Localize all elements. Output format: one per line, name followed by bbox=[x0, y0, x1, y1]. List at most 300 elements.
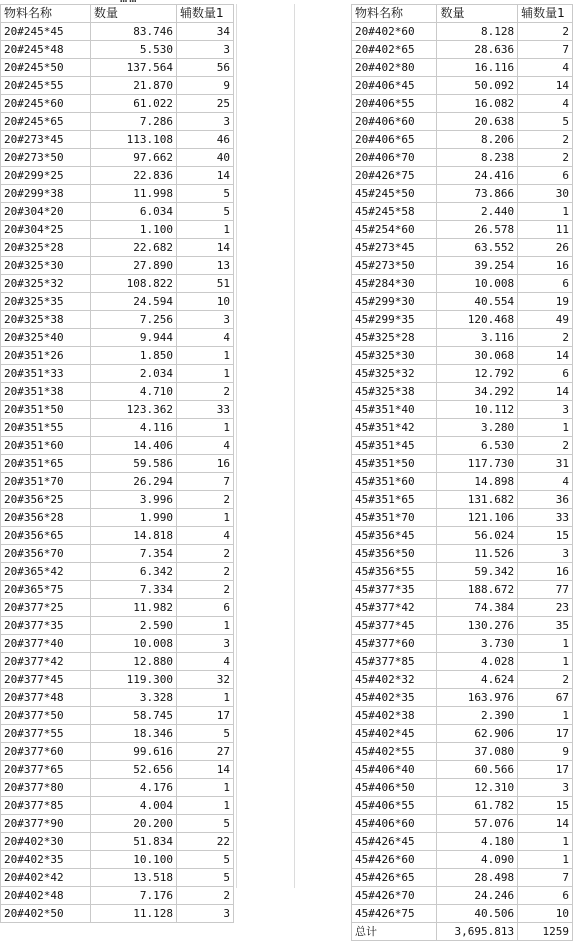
cell-aux-quantity[interactable]: 56 bbox=[177, 59, 234, 77]
total-label[interactable]: 总计 bbox=[352, 923, 437, 941]
cell-material-name[interactable]: 20#273*50 bbox=[1, 149, 91, 167]
cell-aux-quantity[interactable]: 2 bbox=[177, 581, 234, 599]
cell-material-name[interactable]: 20#351*33 bbox=[1, 365, 91, 383]
cell-material-name[interactable]: 45#377*60 bbox=[352, 635, 437, 653]
cell-material-name[interactable]: 20#351*50 bbox=[1, 401, 91, 419]
cell-material-name[interactable]: 45#351*50 bbox=[352, 455, 437, 473]
cell-material-name[interactable]: 20#245*48 bbox=[1, 41, 91, 59]
cell-quantity[interactable]: 6.342 bbox=[91, 563, 177, 581]
cell-material-name[interactable]: 20#406*60 bbox=[352, 113, 437, 131]
cell-material-name[interactable]: 45#402*38 bbox=[352, 707, 437, 725]
cell-aux-quantity[interactable]: 14 bbox=[518, 347, 573, 365]
cell-quantity[interactable]: 14.898 bbox=[437, 473, 518, 491]
cell-aux-quantity[interactable]: 3 bbox=[177, 41, 234, 59]
cell-material-name[interactable]: 20#245*45 bbox=[1, 23, 91, 41]
cell-aux-quantity[interactable]: 1 bbox=[518, 707, 573, 725]
cell-material-name[interactable]: 20#377*48 bbox=[1, 689, 91, 707]
cell-aux-quantity[interactable]: 15 bbox=[518, 527, 573, 545]
cell-material-name[interactable]: 20#377*50 bbox=[1, 707, 91, 725]
cell-quantity[interactable]: 188.672 bbox=[437, 581, 518, 599]
cell-aux-quantity[interactable]: 67 bbox=[518, 689, 573, 707]
column-header-qty[interactable]: 数量 bbox=[437, 5, 518, 23]
cell-aux-quantity[interactable]: 46 bbox=[177, 131, 234, 149]
cell-aux-quantity[interactable]: 14 bbox=[177, 761, 234, 779]
cell-quantity[interactable]: 26.578 bbox=[437, 221, 518, 239]
cell-quantity[interactable]: 8.206 bbox=[437, 131, 518, 149]
cell-aux-quantity[interactable]: 6 bbox=[518, 365, 573, 383]
cell-quantity[interactable]: 24.416 bbox=[437, 167, 518, 185]
cell-aux-quantity[interactable]: 3 bbox=[177, 905, 234, 923]
cell-quantity[interactable]: 8.128 bbox=[437, 23, 518, 41]
cell-quantity[interactable]: 3.328 bbox=[91, 689, 177, 707]
cell-material-name[interactable]: 45#426*70 bbox=[352, 887, 437, 905]
cell-material-name[interactable]: 20#377*90 bbox=[1, 815, 91, 833]
cell-aux-quantity[interactable]: 4 bbox=[518, 473, 573, 491]
cell-material-name[interactable]: 45#356*55 bbox=[352, 563, 437, 581]
cell-material-name[interactable]: 20#351*65 bbox=[1, 455, 91, 473]
cell-quantity[interactable]: 83.746 bbox=[91, 23, 177, 41]
cell-aux-quantity[interactable]: 1 bbox=[177, 779, 234, 797]
cell-material-name[interactable]: 20#365*75 bbox=[1, 581, 91, 599]
cell-aux-quantity[interactable]: 2 bbox=[518, 437, 573, 455]
cell-material-name[interactable]: 20#426*75 bbox=[352, 167, 437, 185]
cell-quantity[interactable]: 3.730 bbox=[437, 635, 518, 653]
cell-material-name[interactable]: 20#402*65 bbox=[352, 41, 437, 59]
cell-material-name[interactable]: 45#406*40 bbox=[352, 761, 437, 779]
cell-aux-quantity[interactable]: 17 bbox=[518, 725, 573, 743]
cell-aux-quantity[interactable]: 40 bbox=[177, 149, 234, 167]
cell-aux-quantity[interactable]: 1 bbox=[177, 617, 234, 635]
cell-quantity[interactable]: 56.024 bbox=[437, 527, 518, 545]
cell-quantity[interactable]: 61.782 bbox=[437, 797, 518, 815]
cell-quantity[interactable]: 2.440 bbox=[437, 203, 518, 221]
cell-aux-quantity[interactable]: 5 bbox=[177, 815, 234, 833]
cell-quantity[interactable]: 121.106 bbox=[437, 509, 518, 527]
cell-quantity[interactable]: 60.566 bbox=[437, 761, 518, 779]
cell-material-name[interactable]: 20#304*25 bbox=[1, 221, 91, 239]
cell-material-name[interactable]: 45#356*45 bbox=[352, 527, 437, 545]
cell-material-name[interactable]: 45#351*45 bbox=[352, 437, 437, 455]
cell-aux-quantity[interactable]: 1 bbox=[177, 797, 234, 815]
cell-material-name[interactable]: 20#406*45 bbox=[352, 77, 437, 95]
cell-quantity[interactable]: 1.100 bbox=[91, 221, 177, 239]
cell-quantity[interactable]: 11.982 bbox=[91, 599, 177, 617]
cell-quantity[interactable]: 16.116 bbox=[437, 59, 518, 77]
cell-material-name[interactable]: 45#406*50 bbox=[352, 779, 437, 797]
cell-material-name[interactable]: 45#325*38 bbox=[352, 383, 437, 401]
cell-quantity[interactable]: 59.586 bbox=[91, 455, 177, 473]
cell-aux-quantity[interactable]: 17 bbox=[518, 761, 573, 779]
cell-quantity[interactable]: 58.745 bbox=[91, 707, 177, 725]
cell-quantity[interactable]: 61.022 bbox=[91, 95, 177, 113]
cell-aux-quantity[interactable]: 26 bbox=[518, 239, 573, 257]
cell-aux-quantity[interactable]: 7 bbox=[177, 473, 234, 491]
cell-material-name[interactable]: 20#402*48 bbox=[1, 887, 91, 905]
cell-quantity[interactable]: 137.564 bbox=[91, 59, 177, 77]
cell-quantity[interactable]: 4.116 bbox=[91, 419, 177, 437]
cell-aux-quantity[interactable]: 4 bbox=[177, 437, 234, 455]
cell-quantity[interactable]: 4.180 bbox=[437, 833, 518, 851]
cell-quantity[interactable]: 4.624 bbox=[437, 671, 518, 689]
cell-material-name[interactable]: 20#351*38 bbox=[1, 383, 91, 401]
cell-quantity[interactable]: 11.998 bbox=[91, 185, 177, 203]
cell-quantity[interactable]: 62.906 bbox=[437, 725, 518, 743]
cell-material-name[interactable]: 45#351*70 bbox=[352, 509, 437, 527]
cell-aux-quantity[interactable]: 2 bbox=[177, 383, 234, 401]
cell-quantity[interactable]: 131.682 bbox=[437, 491, 518, 509]
cell-material-name[interactable]: 20#377*45 bbox=[1, 671, 91, 689]
cell-quantity[interactable]: 74.384 bbox=[437, 599, 518, 617]
cell-material-name[interactable]: 45#402*35 bbox=[352, 689, 437, 707]
cell-aux-quantity[interactable]: 22 bbox=[177, 833, 234, 851]
cell-aux-quantity[interactable]: 1 bbox=[518, 635, 573, 653]
cell-quantity[interactable]: 14.818 bbox=[91, 527, 177, 545]
cell-material-name[interactable]: 20#402*42 bbox=[1, 869, 91, 887]
cell-material-name[interactable]: 20#299*25 bbox=[1, 167, 91, 185]
cell-quantity[interactable]: 7.286 bbox=[91, 113, 177, 131]
cell-quantity[interactable]: 117.730 bbox=[437, 455, 518, 473]
cell-quantity[interactable]: 22.682 bbox=[91, 239, 177, 257]
cell-material-name[interactable]: 45#245*50 bbox=[352, 185, 437, 203]
cell-aux-quantity[interactable]: 6 bbox=[518, 887, 573, 905]
cell-aux-quantity[interactable]: 27 bbox=[177, 743, 234, 761]
cell-aux-quantity[interactable]: 31 bbox=[518, 455, 573, 473]
cell-aux-quantity[interactable]: 34 bbox=[177, 23, 234, 41]
cell-aux-quantity[interactable]: 2 bbox=[518, 329, 573, 347]
cell-quantity[interactable]: 10.112 bbox=[437, 401, 518, 419]
cell-material-name[interactable]: 45#254*60 bbox=[352, 221, 437, 239]
cell-material-name[interactable]: 20#365*42 bbox=[1, 563, 91, 581]
cell-quantity[interactable]: 37.080 bbox=[437, 743, 518, 761]
cell-aux-quantity[interactable]: 1 bbox=[177, 689, 234, 707]
cell-material-name[interactable]: 45#351*65 bbox=[352, 491, 437, 509]
cell-quantity[interactable]: 3.280 bbox=[437, 419, 518, 437]
cell-aux-quantity[interactable]: 2 bbox=[518, 671, 573, 689]
cell-material-name[interactable]: 45#402*32 bbox=[352, 671, 437, 689]
cell-quantity[interactable]: 4.004 bbox=[91, 797, 177, 815]
cell-material-name[interactable]: 20#406*65 bbox=[352, 131, 437, 149]
cell-material-name[interactable]: 20#406*70 bbox=[352, 149, 437, 167]
cell-material-name[interactable]: 20#351*60 bbox=[1, 437, 91, 455]
cell-aux-quantity[interactable]: 33 bbox=[177, 401, 234, 419]
total-aux-quantity[interactable]: 1259 bbox=[518, 923, 573, 941]
cell-quantity[interactable]: 97.662 bbox=[91, 149, 177, 167]
cell-material-name[interactable]: 45#406*60 bbox=[352, 815, 437, 833]
cell-aux-quantity[interactable]: 5 bbox=[518, 113, 573, 131]
cell-quantity[interactable]: 14.406 bbox=[91, 437, 177, 455]
cell-quantity[interactable]: 26.294 bbox=[91, 473, 177, 491]
cell-quantity[interactable]: 63.552 bbox=[437, 239, 518, 257]
cell-quantity[interactable]: 7.334 bbox=[91, 581, 177, 599]
cell-aux-quantity[interactable]: 10 bbox=[518, 905, 573, 923]
cell-aux-quantity[interactable]: 5 bbox=[177, 869, 234, 887]
cell-quantity[interactable]: 7.176 bbox=[91, 887, 177, 905]
cell-aux-quantity[interactable]: 2 bbox=[518, 23, 573, 41]
cell-material-name[interactable]: 45#377*35 bbox=[352, 581, 437, 599]
cell-quantity[interactable]: 3.996 bbox=[91, 491, 177, 509]
cell-material-name[interactable]: 20#245*65 bbox=[1, 113, 91, 131]
cell-quantity[interactable]: 4.090 bbox=[437, 851, 518, 869]
cell-aux-quantity[interactable]: 3 bbox=[177, 113, 234, 131]
cell-aux-quantity[interactable]: 3 bbox=[518, 401, 573, 419]
cell-material-name[interactable]: 45#402*45 bbox=[352, 725, 437, 743]
cell-quantity[interactable]: 12.792 bbox=[437, 365, 518, 383]
cell-aux-quantity[interactable]: 9 bbox=[518, 743, 573, 761]
cell-quantity[interactable]: 12.880 bbox=[91, 653, 177, 671]
cell-aux-quantity[interactable]: 16 bbox=[518, 563, 573, 581]
cell-aux-quantity[interactable]: 1 bbox=[177, 365, 234, 383]
column-header-aux[interactable]: 辅数量1 bbox=[518, 5, 573, 23]
cell-material-name[interactable]: 20#377*35 bbox=[1, 617, 91, 635]
cell-quantity[interactable]: 22.836 bbox=[91, 167, 177, 185]
cell-aux-quantity[interactable]: 3 bbox=[177, 635, 234, 653]
cell-quantity[interactable]: 59.342 bbox=[437, 563, 518, 581]
cell-aux-quantity[interactable]: 77 bbox=[518, 581, 573, 599]
cell-material-name[interactable]: 20#377*80 bbox=[1, 779, 91, 797]
cell-aux-quantity[interactable]: 5 bbox=[177, 851, 234, 869]
cell-aux-quantity[interactable]: 4 bbox=[177, 329, 234, 347]
cell-quantity[interactable]: 10.008 bbox=[437, 275, 518, 293]
cell-aux-quantity[interactable]: 14 bbox=[518, 815, 573, 833]
cell-aux-quantity[interactable]: 2 bbox=[518, 149, 573, 167]
cell-quantity[interactable]: 28.498 bbox=[437, 869, 518, 887]
cell-aux-quantity[interactable]: 6 bbox=[518, 275, 573, 293]
cell-quantity[interactable]: 6.530 bbox=[437, 437, 518, 455]
cell-quantity[interactable]: 13.518 bbox=[91, 869, 177, 887]
cell-material-name[interactable]: 20#245*50 bbox=[1, 59, 91, 77]
cell-material-name[interactable]: 20#325*32 bbox=[1, 275, 91, 293]
cell-aux-quantity[interactable]: 7 bbox=[518, 869, 573, 887]
cell-material-name[interactable]: 45#426*45 bbox=[352, 833, 437, 851]
cell-quantity[interactable]: 11.526 bbox=[437, 545, 518, 563]
cell-aux-quantity[interactable]: 14 bbox=[518, 383, 573, 401]
cell-material-name[interactable]: 45#284*30 bbox=[352, 275, 437, 293]
cell-quantity[interactable]: 28.636 bbox=[437, 41, 518, 59]
cell-aux-quantity[interactable]: 4 bbox=[177, 653, 234, 671]
cell-quantity[interactable]: 8.238 bbox=[437, 149, 518, 167]
cell-quantity[interactable]: 73.866 bbox=[437, 185, 518, 203]
cell-quantity[interactable]: 57.076 bbox=[437, 815, 518, 833]
cell-material-name[interactable]: 45#273*45 bbox=[352, 239, 437, 257]
cell-material-name[interactable]: 20#402*30 bbox=[1, 833, 91, 851]
cell-material-name[interactable]: 45#377*85 bbox=[352, 653, 437, 671]
cell-material-name[interactable]: 45#325*30 bbox=[352, 347, 437, 365]
cell-quantity[interactable]: 50.092 bbox=[437, 77, 518, 95]
cell-quantity[interactable]: 7.354 bbox=[91, 545, 177, 563]
cell-quantity[interactable]: 40.506 bbox=[437, 905, 518, 923]
cell-aux-quantity[interactable]: 49 bbox=[518, 311, 573, 329]
cell-aux-quantity[interactable]: 14 bbox=[177, 167, 234, 185]
column-header-name[interactable]: 物料名称 bbox=[352, 5, 437, 23]
cell-material-name[interactable]: 20#273*45 bbox=[1, 131, 91, 149]
cell-quantity[interactable]: 99.616 bbox=[91, 743, 177, 761]
cell-aux-quantity[interactable]: 5 bbox=[177, 185, 234, 203]
cell-material-name[interactable]: 20#406*55 bbox=[352, 95, 437, 113]
cell-aux-quantity[interactable]: 3 bbox=[177, 311, 234, 329]
cell-aux-quantity[interactable]: 1 bbox=[177, 221, 234, 239]
cell-quantity[interactable]: 9.944 bbox=[91, 329, 177, 347]
cell-material-name[interactable]: 20#351*26 bbox=[1, 347, 91, 365]
cell-quantity[interactable]: 20.638 bbox=[437, 113, 518, 131]
cell-aux-quantity[interactable]: 4 bbox=[518, 59, 573, 77]
cell-quantity[interactable]: 16.082 bbox=[437, 95, 518, 113]
cell-quantity[interactable]: 30.068 bbox=[437, 347, 518, 365]
cell-material-name[interactable]: 45#426*65 bbox=[352, 869, 437, 887]
cell-quantity[interactable]: 2.034 bbox=[91, 365, 177, 383]
cell-material-name[interactable]: 20#377*60 bbox=[1, 743, 91, 761]
cell-material-name[interactable]: 20#351*55 bbox=[1, 419, 91, 437]
cell-material-name[interactable]: 20#304*20 bbox=[1, 203, 91, 221]
column-header-qty[interactable]: 数量 bbox=[91, 5, 177, 23]
cell-material-name[interactable]: 20#245*60 bbox=[1, 95, 91, 113]
cell-quantity[interactable]: 39.254 bbox=[437, 257, 518, 275]
cell-quantity[interactable]: 123.362 bbox=[91, 401, 177, 419]
cell-material-name[interactable]: 45#426*75 bbox=[352, 905, 437, 923]
cell-material-name[interactable]: 20#377*42 bbox=[1, 653, 91, 671]
cell-quantity[interactable]: 27.890 bbox=[91, 257, 177, 275]
cell-material-name[interactable]: 20#245*55 bbox=[1, 77, 91, 95]
cell-quantity[interactable]: 108.822 bbox=[91, 275, 177, 293]
cell-aux-quantity[interactable]: 14 bbox=[518, 77, 573, 95]
cell-aux-quantity[interactable]: 2 bbox=[177, 491, 234, 509]
cell-aux-quantity[interactable]: 30 bbox=[518, 185, 573, 203]
cell-aux-quantity[interactable]: 9 bbox=[177, 77, 234, 95]
cell-material-name[interactable]: 20#325*35 bbox=[1, 293, 91, 311]
cell-aux-quantity[interactable]: 1 bbox=[177, 347, 234, 365]
cell-material-name[interactable]: 20#356*28 bbox=[1, 509, 91, 527]
cell-material-name[interactable]: 20#299*38 bbox=[1, 185, 91, 203]
cell-material-name[interactable]: 20#377*85 bbox=[1, 797, 91, 815]
cell-quantity[interactable]: 40.554 bbox=[437, 293, 518, 311]
cell-material-name[interactable]: 45#377*45 bbox=[352, 617, 437, 635]
cell-material-name[interactable]: 20#402*80 bbox=[352, 59, 437, 77]
cell-aux-quantity[interactable]: 15 bbox=[518, 797, 573, 815]
cell-quantity[interactable]: 12.310 bbox=[437, 779, 518, 797]
cell-material-name[interactable]: 45#325*28 bbox=[352, 329, 437, 347]
cell-aux-quantity[interactable]: 25 bbox=[177, 95, 234, 113]
cell-aux-quantity[interactable]: 11 bbox=[518, 221, 573, 239]
cell-material-name[interactable]: 20#325*30 bbox=[1, 257, 91, 275]
cell-aux-quantity[interactable]: 35 bbox=[518, 617, 573, 635]
cell-quantity[interactable]: 163.976 bbox=[437, 689, 518, 707]
cell-material-name[interactable]: 20#356*25 bbox=[1, 491, 91, 509]
cell-aux-quantity[interactable]: 32 bbox=[177, 671, 234, 689]
cell-quantity[interactable]: 24.246 bbox=[437, 887, 518, 905]
cell-aux-quantity[interactable]: 6 bbox=[518, 167, 573, 185]
cell-material-name[interactable]: 45#351*40 bbox=[352, 401, 437, 419]
cell-material-name[interactable]: 20#356*70 bbox=[1, 545, 91, 563]
column-header-name[interactable]: 物料名称 bbox=[1, 5, 91, 23]
cell-material-name[interactable]: 20#356*65 bbox=[1, 527, 91, 545]
total-quantity[interactable]: 3,695.813 bbox=[437, 923, 518, 941]
cell-quantity[interactable]: 52.656 bbox=[91, 761, 177, 779]
cell-material-name[interactable]: 20#402*50 bbox=[1, 905, 91, 923]
cell-material-name[interactable]: 45#426*60 bbox=[352, 851, 437, 869]
cell-material-name[interactable]: 20#325*40 bbox=[1, 329, 91, 347]
cell-aux-quantity[interactable]: 2 bbox=[177, 887, 234, 905]
cell-quantity[interactable]: 4.028 bbox=[437, 653, 518, 671]
cell-quantity[interactable]: 4.176 bbox=[91, 779, 177, 797]
cell-quantity[interactable]: 6.034 bbox=[91, 203, 177, 221]
cell-quantity[interactable]: 1.850 bbox=[91, 347, 177, 365]
cell-quantity[interactable]: 2.590 bbox=[91, 617, 177, 635]
cell-material-name[interactable]: 20#325*28 bbox=[1, 239, 91, 257]
cell-quantity[interactable]: 24.594 bbox=[91, 293, 177, 311]
cell-quantity[interactable]: 11.128 bbox=[91, 905, 177, 923]
cell-quantity[interactable]: 34.292 bbox=[437, 383, 518, 401]
cell-quantity[interactable]: 2.390 bbox=[437, 707, 518, 725]
cell-aux-quantity[interactable]: 1 bbox=[177, 509, 234, 527]
cell-quantity[interactable]: 120.468 bbox=[437, 311, 518, 329]
cell-material-name[interactable]: 45#299*35 bbox=[352, 311, 437, 329]
cell-material-name[interactable]: 45#299*30 bbox=[352, 293, 437, 311]
cell-material-name[interactable]: 45#245*58 bbox=[352, 203, 437, 221]
cell-material-name[interactable]: 45#351*42 bbox=[352, 419, 437, 437]
cell-material-name[interactable]: 20#377*40 bbox=[1, 635, 91, 653]
cell-aux-quantity[interactable]: 17 bbox=[177, 707, 234, 725]
cell-aux-quantity[interactable]: 16 bbox=[518, 257, 573, 275]
cell-quantity[interactable]: 5.530 bbox=[91, 41, 177, 59]
cell-aux-quantity[interactable]: 3 bbox=[518, 545, 573, 563]
cell-aux-quantity[interactable]: 2 bbox=[177, 563, 234, 581]
cell-aux-quantity[interactable]: 7 bbox=[518, 41, 573, 59]
cell-aux-quantity[interactable]: 6 bbox=[177, 599, 234, 617]
cell-quantity[interactable]: 1.990 bbox=[91, 509, 177, 527]
cell-quantity[interactable]: 18.346 bbox=[91, 725, 177, 743]
cell-quantity[interactable]: 7.256 bbox=[91, 311, 177, 329]
cell-aux-quantity[interactable]: 4 bbox=[518, 95, 573, 113]
cell-material-name[interactable]: 45#406*55 bbox=[352, 797, 437, 815]
cell-aux-quantity[interactable]: 1 bbox=[177, 419, 234, 437]
cell-material-name[interactable]: 45#325*32 bbox=[352, 365, 437, 383]
cell-aux-quantity[interactable]: 23 bbox=[518, 599, 573, 617]
cell-quantity[interactable]: 51.834 bbox=[91, 833, 177, 851]
cell-aux-quantity[interactable]: 2 bbox=[518, 131, 573, 149]
cell-aux-quantity[interactable]: 1 bbox=[518, 833, 573, 851]
cell-quantity[interactable]: 113.108 bbox=[91, 131, 177, 149]
cell-aux-quantity[interactable]: 10 bbox=[177, 293, 234, 311]
cell-material-name[interactable]: 20#377*65 bbox=[1, 761, 91, 779]
cell-aux-quantity[interactable]: 4 bbox=[177, 527, 234, 545]
cell-aux-quantity[interactable]: 33 bbox=[518, 509, 573, 527]
cell-aux-quantity[interactable]: 3 bbox=[518, 779, 573, 797]
cell-material-name[interactable]: 45#402*55 bbox=[352, 743, 437, 761]
cell-aux-quantity[interactable]: 51 bbox=[177, 275, 234, 293]
cell-quantity[interactable]: 130.276 bbox=[437, 617, 518, 635]
cell-quantity[interactable]: 4.710 bbox=[91, 383, 177, 401]
cell-aux-quantity[interactable]: 5 bbox=[177, 203, 234, 221]
cell-aux-quantity[interactable]: 19 bbox=[518, 293, 573, 311]
cell-material-name[interactable]: 20#351*70 bbox=[1, 473, 91, 491]
cell-quantity[interactable]: 10.100 bbox=[91, 851, 177, 869]
cell-quantity[interactable]: 20.200 bbox=[91, 815, 177, 833]
cell-aux-quantity[interactable]: 1 bbox=[518, 419, 573, 437]
cell-aux-quantity[interactable]: 1 bbox=[518, 203, 573, 221]
cell-aux-quantity[interactable]: 2 bbox=[177, 545, 234, 563]
cell-quantity[interactable]: 119.300 bbox=[91, 671, 177, 689]
cell-material-name[interactable]: 45#273*50 bbox=[352, 257, 437, 275]
cell-aux-quantity[interactable]: 1 bbox=[518, 851, 573, 869]
cell-material-name[interactable]: 20#325*38 bbox=[1, 311, 91, 329]
cell-quantity[interactable]: 21.870 bbox=[91, 77, 177, 95]
cell-material-name[interactable]: 45#351*60 bbox=[352, 473, 437, 491]
cell-material-name[interactable]: 20#402*35 bbox=[1, 851, 91, 869]
cell-aux-quantity[interactable]: 16 bbox=[177, 455, 234, 473]
cell-material-name[interactable]: 20#377*25 bbox=[1, 599, 91, 617]
cell-quantity[interactable]: 3.116 bbox=[437, 329, 518, 347]
column-header-aux[interactable]: 辅数量1 bbox=[177, 5, 234, 23]
cell-aux-quantity[interactable]: 5 bbox=[177, 725, 234, 743]
